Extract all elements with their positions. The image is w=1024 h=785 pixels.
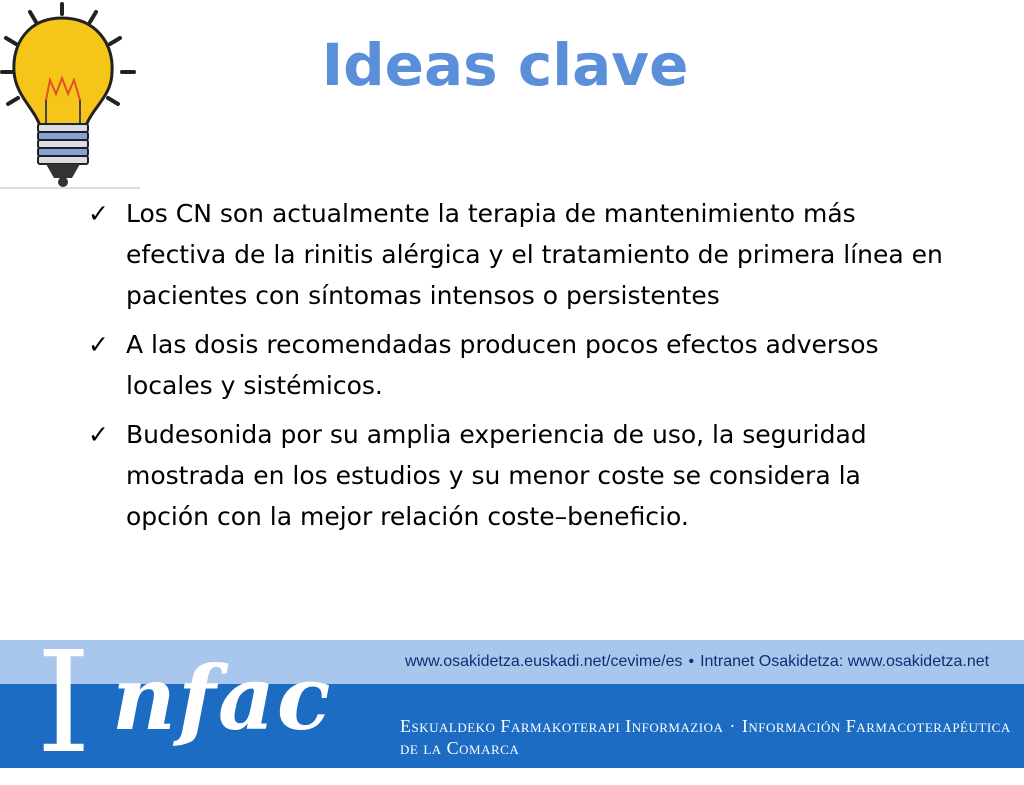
list-item: [88, 414, 948, 537]
subtitle-separator: ·: [729, 716, 736, 736]
list-item: [88, 193, 948, 316]
page-title: Ideas clave: [321, 31, 689, 99]
cevime-link[interactable]: www.osakidetza.euskadi.net/cevime/es: [405, 653, 683, 670]
bullet-list: [88, 193, 948, 545]
footer-subtitle: [400, 715, 1024, 759]
list-item: [88, 324, 948, 406]
logo-text: nfac: [112, 646, 333, 750]
footer-banner: [0, 622, 1024, 785]
bullet-text: Los CN son actualmente la terapia de mantenimiento más efectiva de la rinitis alérgica y el tratamiento de primera línea en pacientes con síntomas intensos o persistentes: [126, 199, 943, 310]
subtitle-basque: Eskualdeko Farmakoterapi Informazioa: [400, 716, 724, 736]
subtitle-spanish: Información Farmacoterapéutica de la Comarca: [400, 716, 1011, 758]
check-mark-icon: ✓: [88, 199, 109, 228]
check-mark-icon: ✓: [88, 420, 109, 449]
logo-initial: I: [36, 622, 92, 785]
light-bulb-icon: [0, 0, 140, 192]
bullet-text: A las dosis recomendadas producen pocos efectos adversos locales y sistémicos.: [126, 330, 879, 400]
check-mark-icon: ✓: [88, 330, 109, 359]
intranet-link[interactable]: Intranet Osakidetza: www.osakidetza.net: [700, 653, 990, 670]
footer-separator: •: [688, 653, 695, 670]
bullet-text: Budesonida por su amplia experiencia de uso, la seguridad mostrada en los estudios y su menor coste se considera la opción con la mejor relación coste–beneficio.: [126, 420, 867, 531]
footer-urls: [405, 652, 989, 672]
